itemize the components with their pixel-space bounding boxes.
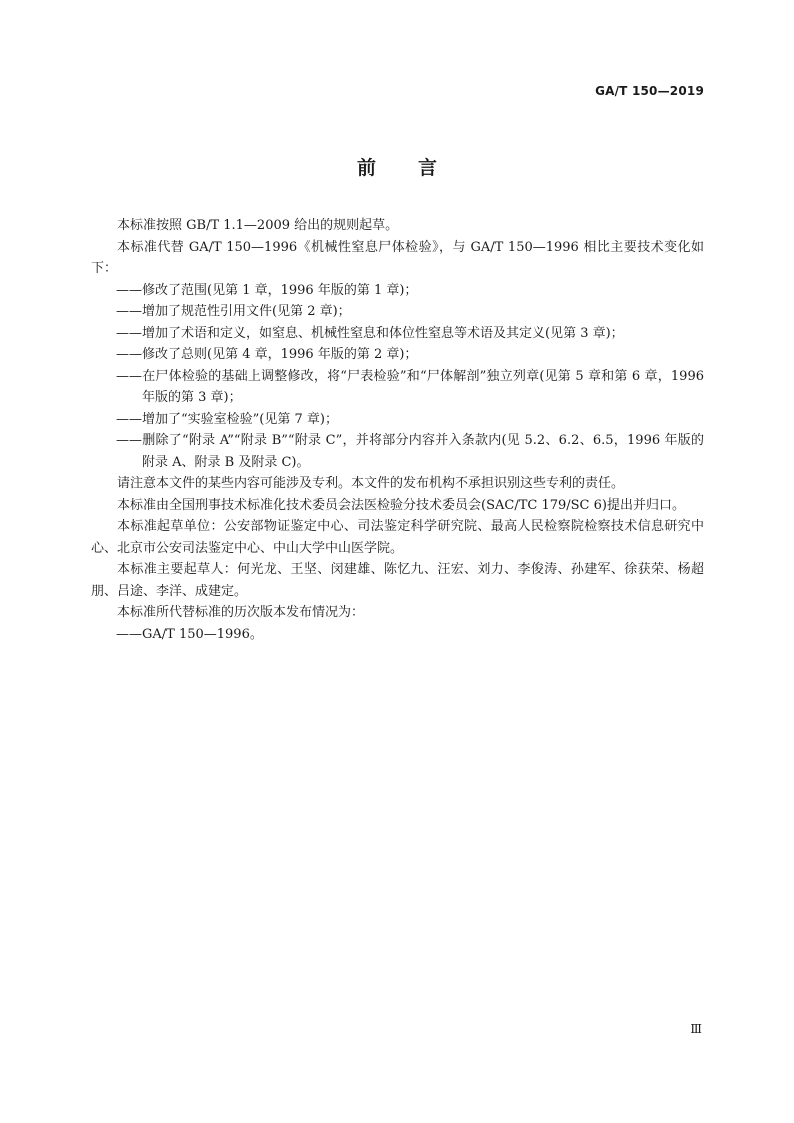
paragraph-drafting-units: 本标准起草单位：公安部物证鉴定中心、司法鉴定科学研究院、最高人民检察院检察技术信息研究中心、北京市公安司法鉴定中心、中山大学中山医学院。 [91,519,704,556]
page-number: Ⅲ [690,1022,702,1036]
paragraph-drafting-rules: 本标准按照 GB/T 1.1—2009 给出的规则起草。 [117,218,399,233]
document-body [91,215,704,645]
list-item-terms-definitions: ——增加了术语和定义，如窒息、机械性窒息和体位性窒息等术语及其定义(见第 3 章)； [116,325,624,341]
document-header-code: GA/T 150—2019 [595,84,704,98]
paragraph-proposer: 本标准由全国刑事技术标准化技术委员会法医检验分技术委员会(SAC/TC 179/SC 6)提出并归口。 [117,497,685,513]
paragraph-patent-notice: 请注意本文件的某些内容可能涉及专利。本文件的发布机构不承担识别这些专利的责任。 [117,476,625,491]
list-item-scope: ——修改了范围(见第 1 章，1996 年版的第 1 章)； [116,282,418,298]
list-item-general: ——修改了总则(见第 4 章，1996 年版的第 2 章)； [116,347,418,362]
list-item-appendix-removal: ——删除了“附录 A”“附录 B”“附录 C”，并将部分内容并入条款内(见 5.2、6.2、6.5，1996 年版的附录 A、附录 B 及附录 C)。 [116,433,704,470]
list-item-autopsy-chapters: ——在尸体检验的基础上调整修改，将“尸表检验”和“尸体解剖”独立列章(见第 5 章和第 6 章，1996 年版的第 3 章)； [116,368,704,405]
paragraph-drafters: 本标准主要起草人：何光龙、王坚、闵建雄、陈忆九、汪宏、刘力、李俊涛、孙建军、徐获荣、杨超朋、吕途、李洋、成建定。 [91,562,704,599]
list-item-previous-edition: ——GA/T 150—1996。 [116,626,263,642]
paragraph-replacement: 本标准代替 GA/T 150—1996《机械性窒息尸体检验》，与 GA/T 150—1996 相比主要技术变化如下： [91,239,704,276]
list-item-lab-tests: ——增加了“实验室检验”(见第 7 章)； [116,411,338,427]
list-item-normative-references: ——增加了规范性引用文件(见第 2 章)； [116,304,351,319]
page-title: 前言 [356,157,479,179]
paragraph-previous-editions: 本标准所代替标准的历次版本发布情况为： [117,605,365,620]
